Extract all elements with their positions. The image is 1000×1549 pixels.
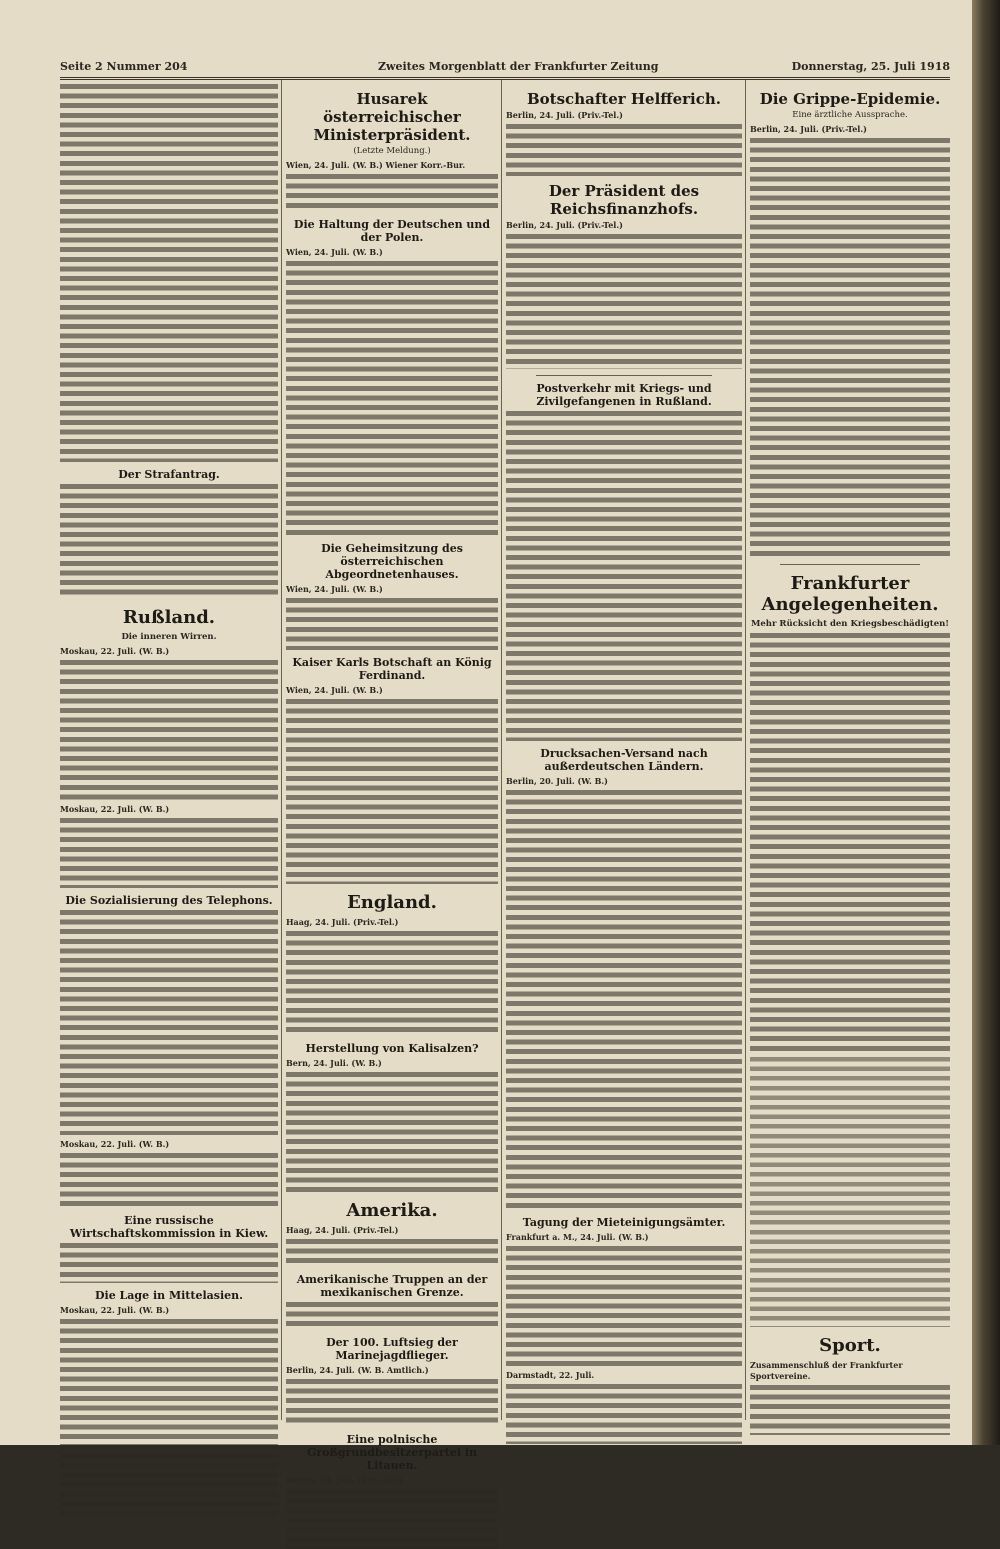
- column-1: [60, 84, 278, 1414]
- dateline: [286, 1475, 498, 1486]
- article-text-block: [506, 1384, 742, 1444]
- article-text-block: [286, 1489, 498, 1549]
- article-heading: Postverkehr mit Kriegs- und Zivilgefangenen in Rußland.: [536, 382, 712, 408]
- dateline-text: Berlin, 24. Juli. (Priv.-Tel.): [506, 220, 623, 230]
- section-heading-england: England.: [347, 892, 437, 913]
- dateline-text: Moskau, 22. Juli. (W. B.): [60, 646, 170, 656]
- dateline: [506, 1370, 742, 1381]
- article-text-block: [60, 1243, 278, 1283]
- dateline-text: Berlin, 24. Juli. (Priv.-Tel.): [506, 110, 623, 120]
- publication-title: Zweites Morgenblatt der Frankfurter Zeitung: [378, 60, 659, 73]
- dateline: [506, 776, 742, 787]
- dateline-text: Moskau, 22. Juli. (W. B.): [60, 1139, 170, 1149]
- article-subheading: Eine ärztliche Aussprache.: [792, 110, 908, 120]
- column-4: [750, 84, 950, 1414]
- dateline-text: Bern, 24. Juli. (W. B.): [286, 1058, 382, 1068]
- dateline-text: Berlin, 24. Juli. (W. B. Amtlich.): [286, 1365, 429, 1375]
- article-text-block: [286, 598, 498, 650]
- dateline-text: Wien, 24. Juli. (W. B.): [286, 685, 383, 695]
- dateline: [750, 124, 950, 135]
- dateline-text: Darmstadt, 22. Juli.: [506, 1370, 595, 1380]
- masthead-rule-double: [60, 79, 950, 80]
- dateline-text: Moskau, 22. Juli. (W. B.): [60, 1305, 170, 1315]
- dateline-text: Berlin, 24. Juli. (Priv.-Tel.): [286, 1475, 403, 1485]
- dateline-text: Frankfurt a. M., 24. Juli. (W. B.): [506, 1232, 649, 1242]
- article-text-block: [506, 124, 742, 176]
- dateline-text: Zusammenschluß der Frankfurter Sportvereine.: [750, 1360, 903, 1381]
- article-text-block: [506, 790, 742, 1210]
- article-text-block: [60, 484, 278, 599]
- column-divider: [281, 80, 282, 1420]
- article-heading: Eine polnische Großgrundbesitzerpartei in Litauen.: [306, 1433, 478, 1472]
- article-text-block: [60, 84, 278, 462]
- article-text-block: [286, 931, 498, 1036]
- dateline-text: Haag, 24. Juli. (Priv.-Tel.): [286, 1225, 399, 1235]
- article-text-block: [506, 1246, 742, 1366]
- article-text-block: [286, 1239, 498, 1267]
- section-subheading: Die inneren Wirren.: [121, 632, 217, 642]
- dateline: [286, 685, 498, 696]
- dateline: [60, 804, 278, 815]
- article-text-block: [286, 699, 498, 884]
- article-heading: Die Geheimsitzung des österreichischen Abgeordnetenhauses.: [321, 542, 463, 581]
- article-heading: Die Grippe-Epidemie.: [759, 90, 941, 108]
- column-divider: [501, 80, 502, 1420]
- article-heading: Der 100. Luftsieg der Marinejagdflieger.: [326, 1336, 458, 1362]
- dateline-text: Haag, 24. Juli. (Priv.-Tel.): [286, 917, 399, 927]
- article-heading: Herstellung von Kalisalzen?: [305, 1042, 479, 1055]
- article-text-block: [60, 1319, 278, 1519]
- article-heading: Die Haltung der Deutschen und der Polen.: [293, 218, 491, 244]
- dateline: [286, 160, 498, 171]
- dateline-text: Moskau, 22. Juli. (W. B.): [60, 804, 170, 814]
- section-heading-sport: Sport.: [819, 1335, 881, 1356]
- article-text-block: [60, 1153, 278, 1208]
- article-text-block: [60, 660, 278, 800]
- article-text-block: [750, 633, 950, 1053]
- article-heading: Kaiser Karls Botschaft an König Ferdinand.: [292, 656, 492, 682]
- dateline-text: Wien, 24. Juli. (W. B.) Wiener Korr.-Bur.: [286, 160, 466, 170]
- dateline-text: Wien, 24. Juli. (W. B.): [286, 247, 383, 257]
- dateline: [286, 247, 498, 258]
- dateline: [60, 646, 278, 657]
- article-text-block: [286, 261, 498, 536]
- article-text-block: [506, 411, 742, 741]
- column-3: [506, 84, 742, 1414]
- dateline-text: Wien, 24. Juli. (W. B.): [286, 584, 383, 594]
- section-heading-amerika: Amerika.: [346, 1200, 438, 1221]
- dateline-text: Berlin, 20. Juli. (W. B.): [506, 776, 608, 786]
- dateline: [750, 1360, 950, 1382]
- page-and-issue-number: Seite 2 Nummer 204: [60, 60, 188, 73]
- article-heading: Die Lage in Mittelasien.: [95, 1289, 243, 1302]
- dateline: [60, 1139, 278, 1150]
- dateline: [506, 110, 742, 121]
- article-text-block: [506, 234, 742, 369]
- masthead: [60, 60, 950, 76]
- article-text-block: [286, 1379, 498, 1427]
- article-divider: [536, 375, 712, 376]
- article-divider: [780, 564, 920, 565]
- dateline: [286, 917, 498, 928]
- article-text-block: [286, 1302, 498, 1330]
- section-heading-frankfurt: Frankfurter Angelegenheiten.: [761, 573, 939, 615]
- article-subheading: (Letzte Meldung.): [353, 146, 431, 156]
- article-heading: Tagung der Mieteinigungsämter.: [522, 1216, 726, 1229]
- dateline: [286, 1225, 498, 1236]
- dateline: [60, 1305, 278, 1316]
- article-heading: Drucksachen-Versand nach außerdeutschen Ländern.: [540, 747, 708, 773]
- dateline: [506, 220, 742, 231]
- article-heading: Die Sozialisierung des Telephons.: [65, 894, 273, 907]
- article-subheading: Mehr Rücksicht den Kriegsbeschädigten!: [750, 619, 950, 629]
- article-heading: Husarek österreichischer Ministerpräsident.: [313, 90, 471, 144]
- article-heading: Amerikanische Truppen an der mexikanischen Grenze.: [296, 1273, 488, 1299]
- section-heading-russland: Rußland.: [122, 607, 216, 628]
- article-heading: Der Strafantrag.: [118, 468, 220, 481]
- issue-date: Donnerstag, 25. Juli 1918: [791, 60, 950, 73]
- page-binding-edge: [972, 0, 1000, 1445]
- article-heading: Der Präsident des Reichsfinanzhofs.: [548, 182, 700, 218]
- article-text-block: [750, 138, 950, 558]
- dateline: [286, 584, 498, 595]
- column-2: [286, 84, 498, 1485]
- dateline: [286, 1058, 498, 1069]
- article-text-block: [60, 818, 278, 888]
- masthead-rule: [60, 77, 950, 78]
- article-text-block: [286, 1072, 498, 1192]
- local-news-notes: [750, 1057, 950, 1327]
- article-text-block: [60, 910, 278, 1135]
- dateline-text: Berlin, 24. Juli. (Priv.-Tel.): [750, 124, 867, 134]
- column-divider: [745, 80, 746, 1420]
- article-text-block: [286, 174, 498, 212]
- article-heading: Eine russische Wirtschaftskommission in Kiew.: [69, 1214, 269, 1240]
- dateline: [506, 1232, 742, 1243]
- article-text-block: [750, 1385, 950, 1435]
- article-heading: Botschafter Helfferich.: [527, 90, 721, 108]
- dateline: [286, 1365, 498, 1376]
